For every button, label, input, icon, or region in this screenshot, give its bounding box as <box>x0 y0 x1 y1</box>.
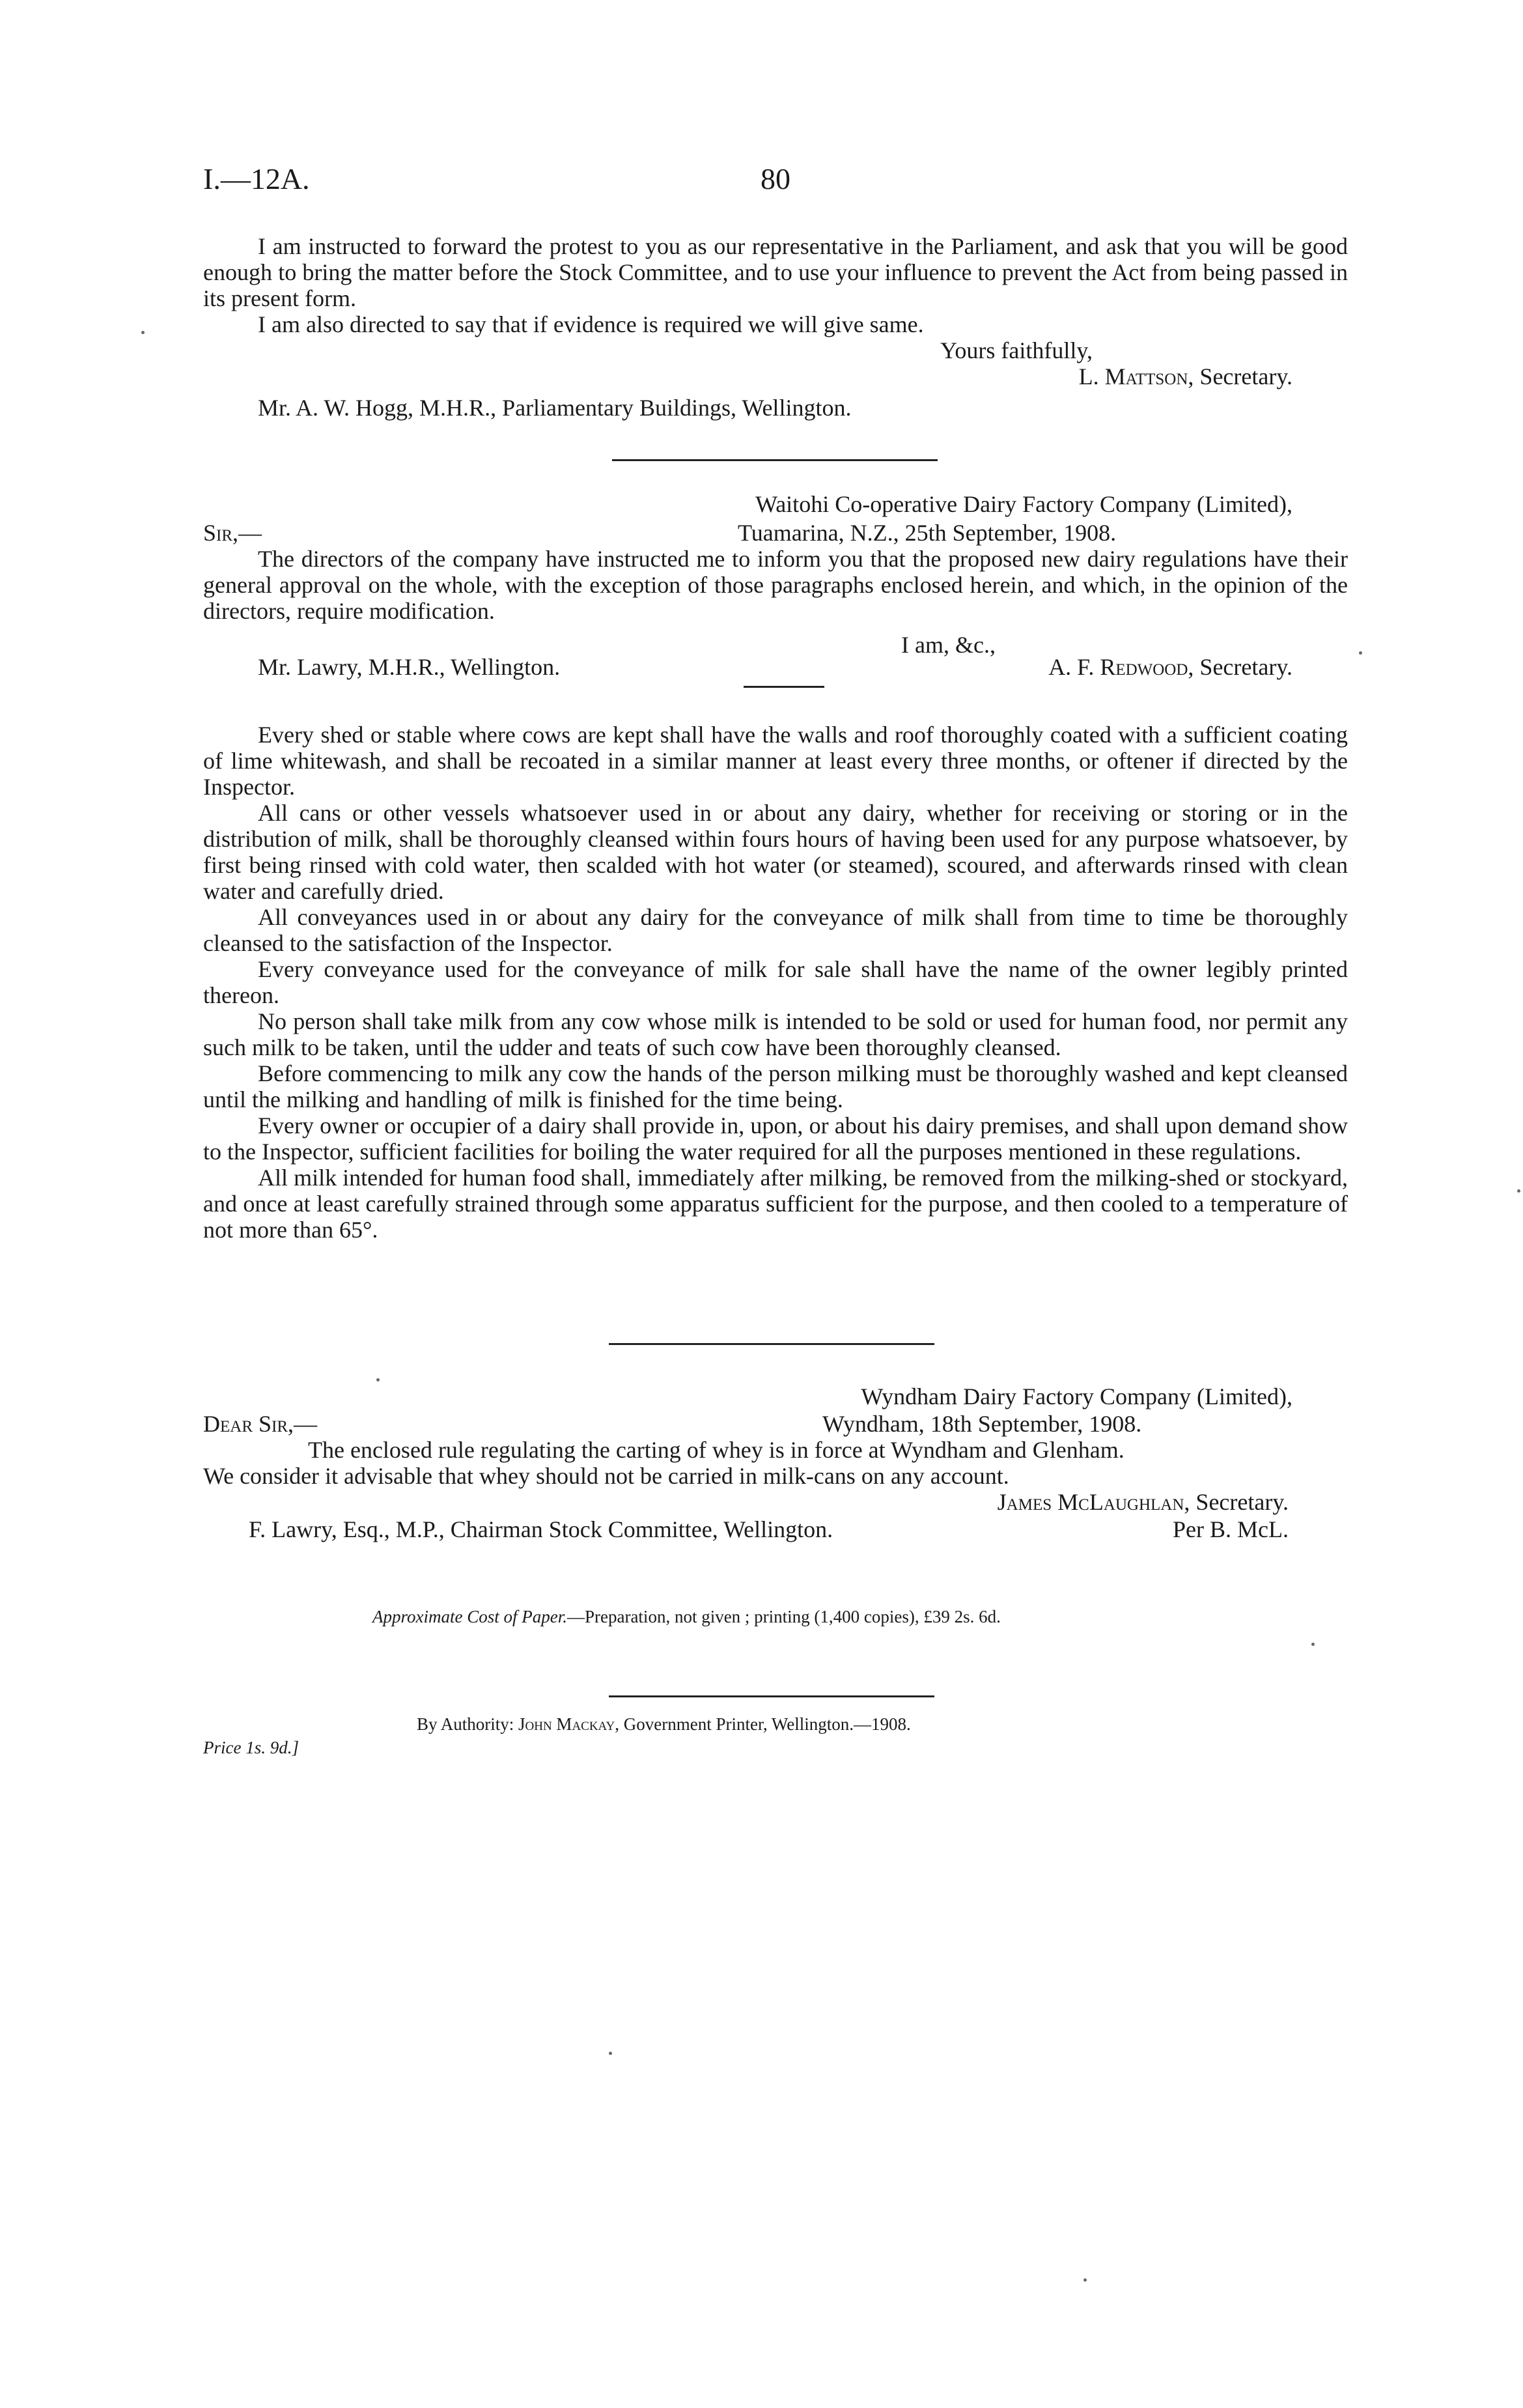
regulations-list <box>203 722 1348 1243</box>
imprint <box>417 1714 911 1735</box>
regulation-paragraph: All milk intended for human food shall, immediately after milking, be removed from the milking-shed or stockyard, and once at least carefully strained through some apparatus sufficient for the purpose, and then cooled to a temperature of not more than 65°. <box>203 1165 1348 1243</box>
imprint-suffix: , Government Printer, Wellington.—1908. <box>615 1714 911 1734</box>
scan-speck <box>1359 651 1362 655</box>
paragraph: I am instructed to forward the protest to you as our representative in the Parliament, and ask that you will be good enough to bring the matter before the Stock Committee, and to use your influence to prevent the Act from being passed in its present form. <box>203 233 1348 311</box>
signature <box>998 1489 1289 1515</box>
page-number: 80 <box>761 162 790 195</box>
scan-speck <box>609 2052 612 2055</box>
addressee: F. Lawry, Esq., M.P., Chairman Stock Committee, Wellington. <box>249 1516 833 1542</box>
scan-speck <box>1517 1189 1520 1193</box>
salutation: Sir,— <box>203 520 262 546</box>
addressee: Mr. Lawry, M.H.R., Wellington. <box>258 654 561 680</box>
imprint-divider <box>609 1695 934 1697</box>
printer-name: John Mackay <box>518 1714 615 1734</box>
section-divider-short <box>744 686 824 688</box>
scan-speck <box>1083 2278 1087 2282</box>
regulation-paragraph: Before commencing to milk any cow the hands of the person milking must be thoroughly washed and kept cleansed until the milking and handling of milk is finished for the time being. <box>203 1060 1348 1112</box>
cost-note <box>372 1607 1001 1627</box>
waitohi-letter-body <box>203 546 1348 624</box>
cost-note-label: Approximate Cost of Paper. <box>372 1607 567 1626</box>
place-date: Wyndham, 18th September, 1908. <box>822 1411 1142 1437</box>
imprint-prefix: By Authority: <box>417 1714 519 1734</box>
regulation-paragraph: All conveyances used in or about any dairy for the conveyance of milk shall from time to time be thoroughly cleansed to the satisfaction of the Inspector. <box>203 904 1348 956</box>
paragraph: The directors of the company have instructed me to inform you that the proposed new dairy regulations have their general approval on the whole, with the exception of those paragraphs enclosed herein, and which, in the opinion of the directors, require modification. <box>203 546 1348 624</box>
regulation-paragraph: Every conveyance used for the conveyance of milk for sale shall have the name of the owner legibly printed thereon. <box>203 956 1348 1008</box>
signature-name: A. F. Redwood <box>1048 654 1188 680</box>
scan-speck <box>1311 1643 1315 1646</box>
regulation-paragraph: All cans or other vessels whatsoever used in or about any dairy, whether for receiving or storing or in the distribution of milk, shall be thoroughly cleansed within fours hours of having been used for any purpose whatsoever, by first being rinsed with cold water, then scalded with hot water (or steamed), scoured, and afterwards rinsed with clean water and carefully dried. <box>203 800 1348 904</box>
signature-name: James McLaughlan <box>997 1489 1184 1515</box>
letter-line: The enclosed rule regulating the carting of whey is in force at Wyndham and Glenham. <box>308 1437 1125 1463</box>
hogg-letter-body <box>203 233 1348 337</box>
cost-note-text: —Preparation, not given ; printing (1,400 copies), £39 2s. 6d. <box>566 1607 1001 1626</box>
closing: I am, &c., <box>901 632 996 658</box>
section-divider <box>612 459 938 461</box>
scan-speck <box>376 1378 380 1381</box>
signature-name: L. Mattson <box>1078 363 1188 390</box>
signature <box>1048 654 1292 680</box>
section-divider <box>609 1343 934 1345</box>
salutation: Dear Sir,— <box>203 1411 318 1437</box>
regulation-paragraph: No person shall take milk from any cow whose milk is intended to be sold or used for human food, nor permit any such milk to be taken, until the udder and teats of such cow have been thoroughly cleansed. <box>203 1008 1348 1060</box>
regulation-paragraph: Every owner or occupier of a dairy shall provide in, upon, or about his dairy premises, and shall upon demand show to the Inspector, sufficient facilities for boiling the water required for all the purposes mentioned in these regulations. <box>203 1112 1348 1165</box>
signature-title: , Secretary. <box>1188 363 1292 390</box>
regulation-paragraph: Every shed or stable where cows are kept shall have the walls and roof thoroughly coated with a sufficient coating of lime whitewash, and shall be recoated in a similar manner at least every three months, or oftener if directed by the Inspector. <box>203 722 1348 800</box>
letter-line: We consider it advisable that whey should not be carried in milk-cans on any account. <box>203 1463 1009 1489</box>
per-initials: Per B. McL. <box>1173 1516 1289 1542</box>
closing: Yours faithfully, <box>940 337 1093 363</box>
place-date: Tuamarina, N.Z., 25th September, 1908. <box>738 520 1117 546</box>
scan-speck <box>141 331 145 334</box>
addressee: Mr. A. W. Hogg, M.H.R., Parliamentary Buildings, Wellington. <box>258 395 852 421</box>
company-name: Waitohi Co-operative Dairy Factory Company (Limited), <box>755 491 1292 517</box>
signature-title: , Secretary. <box>1188 654 1292 680</box>
paragraph: I am also directed to say that if evidence is required we will give same. <box>258 311 924 337</box>
company-name: Wyndham Dairy Factory Company (Limited), <box>861 1383 1292 1409</box>
page-series-label: I.—12A. <box>203 162 310 195</box>
signature <box>1079 363 1292 390</box>
price: Price 1s. 9d.] <box>203 1738 299 1757</box>
signature-title: , Secretary. <box>1184 1489 1289 1515</box>
